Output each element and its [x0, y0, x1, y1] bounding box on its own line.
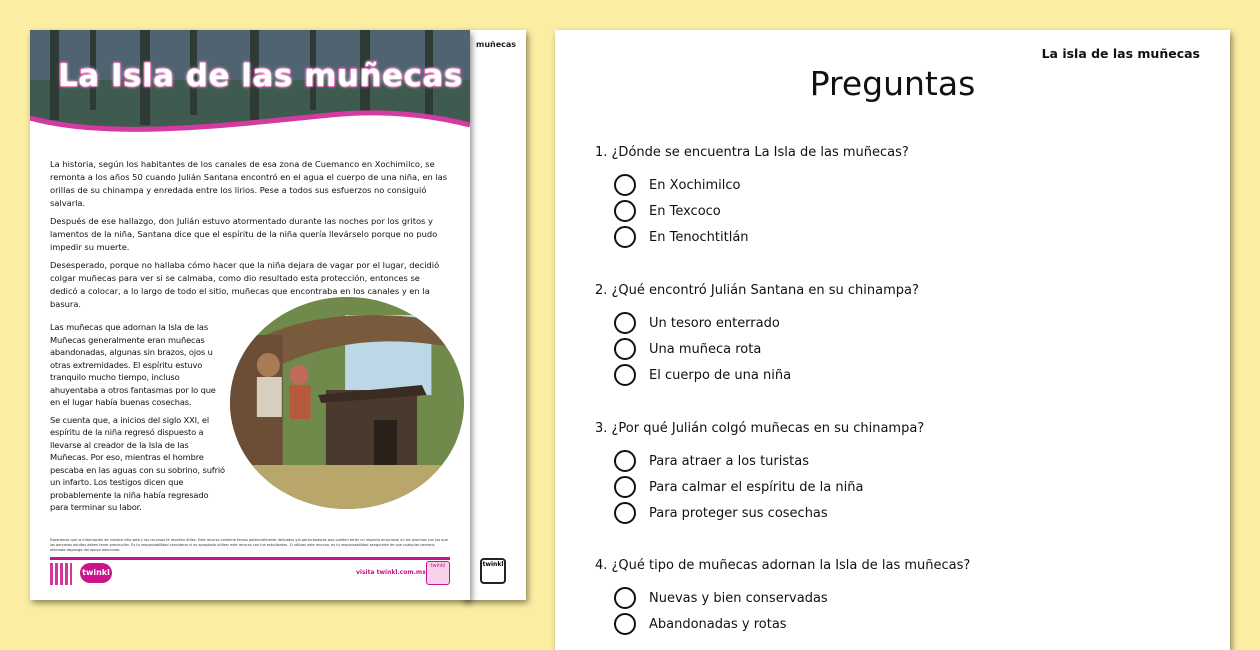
answer-option[interactable] [614, 173, 740, 197]
answer-option[interactable] [614, 501, 828, 525]
answer-option[interactable] [614, 475, 863, 499]
disclaimer-text: Esperamos que la información de nuestro sitio web y los recursos te resulten útiles. Este recurso contiene temas potencialmente delicados y/o perturbadores que pueden tener un impacto emocional en los alumnos con los que las personas adultas deben tener precaución. Es tu responsabilidad considerar si es apropiado utilizar este recurso con tus estudiantes. Si utilizas este recurso, es tu responsabilidad asegurarte de que cualquier persona afectada disponga del apoyo adecuado. [50, 538, 448, 552]
back-page [462, 30, 526, 600]
radio-circle-icon[interactable] [614, 338, 636, 360]
radio-circle-icon[interactable] [614, 200, 636, 222]
radio-circle-icon[interactable] [614, 587, 636, 609]
question-3: 3. ¿Por qué Julián colgó muñecas en su chinampa? [595, 421, 925, 436]
radio-circle-icon[interactable] [614, 364, 636, 386]
answer-option[interactable] [614, 612, 787, 636]
radio-circle-icon[interactable] [614, 174, 636, 196]
forest-banner [30, 30, 470, 145]
option-label: Nuevas y bien conservadas [649, 590, 828, 606]
visit-link[interactable]: visita twinkl.com.mx [356, 569, 426, 576]
paragraph: Se cuenta que, a inicios del siglo XXI, el espíritu de la niña regresó dispuesto a llevarse al creador de la Isla de las Muñecas. Por eso, mientras el hombre pescaba en las aguas con su sobrino, sufrió un infarto. Los testigos dicen que probablemente la niña había regresado para terminar su labor. [50, 414, 225, 512]
back-page-header: muñecas [476, 40, 517, 49]
radio-circle-icon[interactable] [614, 613, 636, 635]
option-label: En Xochimilco [649, 177, 741, 193]
paragraph: Después de ese hallazgo, don Julián estuvo atormentado durante las noches por los gritos y lamentos de la niña, Santana dice que el espíritu de la niña quería llevárselo porque no pudo impedir su muerte. [50, 216, 438, 252]
twinkl-badge-logo: twinkl [480, 558, 506, 584]
option-label: Para calmar el espíritu de la niña [649, 479, 864, 495]
reading-title: La Isla de las muñecas [58, 58, 463, 94]
option-label: El cuerpo de una niña [649, 367, 792, 383]
paragraph: Desesperado, porque no hallaba cómo hacer que la niña dejara de vagar por el lugar, decidió colgar muñecas para ver si se calmaba, como dio resultado esta protección, entonces se dedicó a colocar, a lo largo de todo el sitio, muñecas que encontraba en los canales y en la basura. [50, 260, 440, 309]
reading-page [30, 30, 470, 600]
paragraph: Las muñecas que adornan la Isla de las Muñecas generalmente eran muñecas abandonadas, algunas sin brazos, ojos u otras extremidades. El espíritu estuvo tranquilo mucho tiempo, incluso ahuyentaba a otros fantasmas por lo que en el lugar había buenas cosechas. [50, 322, 216, 407]
qr-code-icon[interactable] [50, 563, 72, 585]
radio-circle-icon[interactable] [614, 476, 636, 498]
twinkl-logo: twinkl [80, 563, 112, 583]
quality-badge-icon: twinkl [426, 561, 450, 585]
option-label: Para proteger sus cosechas [649, 505, 828, 521]
option-label: En Tenochtitlán [649, 229, 749, 245]
answer-option[interactable] [614, 449, 809, 473]
option-label: Un tesoro enterrado [649, 315, 780, 331]
radio-circle-icon[interactable] [614, 502, 636, 524]
question-2: 2. ¿Qué encontró Julián Santana en su chinampa? [595, 283, 919, 298]
radio-circle-icon[interactable] [614, 312, 636, 334]
questions-page-header: La isla de las muñecas [1041, 46, 1200, 61]
answer-option[interactable] [614, 199, 721, 223]
option-label: Una muñeca rota [649, 341, 762, 357]
radio-circle-icon[interactable] [614, 226, 636, 248]
reading-body-narrow [50, 321, 226, 519]
radio-circle-icon[interactable] [614, 450, 636, 472]
questions-page [555, 30, 1230, 650]
question-4: 4. ¿Qué tipo de muñecas adornan la Isla de las muñecas? [595, 558, 971, 573]
option-label: Para atraer a los turistas [649, 453, 809, 469]
answer-option[interactable] [614, 586, 828, 610]
option-label: Abandonadas y rotas [649, 616, 787, 632]
answer-option[interactable] [614, 337, 761, 361]
answer-option[interactable] [614, 225, 749, 249]
question-1: 1. ¿Dónde se encuentra La Isla de las muñecas? [595, 145, 909, 160]
paragraph: La historia, según los habitantes de los canales de esa zona de Cuemanco en Xochimilco, se remonta a los años 50 cuando Julián Santana encontró en el agua el cuerpo de una niña, en las orillas de su chinampa y enredada entre los lirios. Pese a todos sus esfuerzos no consiguió salvarla. [50, 159, 448, 208]
option-label: En Texcoco [649, 203, 721, 219]
answer-option[interactable] [614, 311, 780, 335]
reading-body-wide [50, 158, 450, 316]
island-illustration [230, 295, 465, 510]
footer-divider [50, 557, 450, 560]
questions-title: Preguntas [809, 64, 976, 103]
answer-option[interactable] [614, 363, 791, 387]
